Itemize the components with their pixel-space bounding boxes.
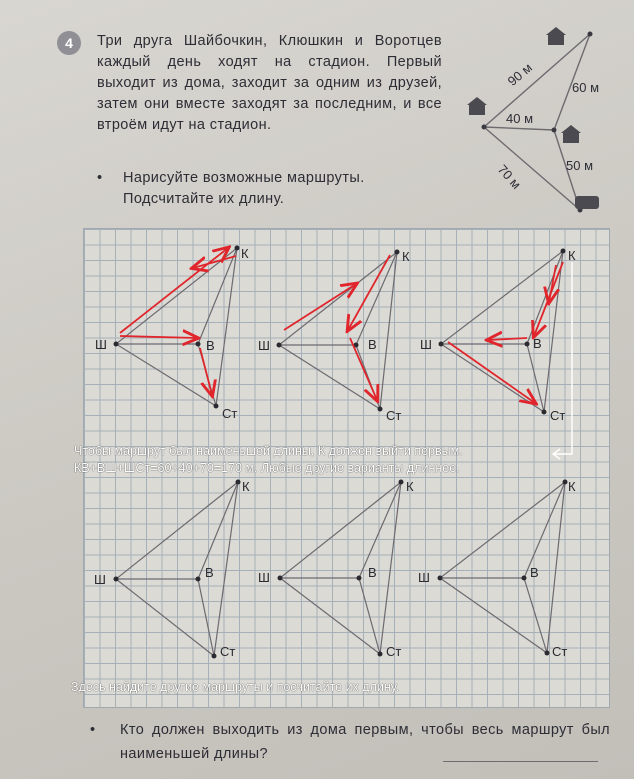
label-st-1: Ст <box>222 406 238 421</box>
distance-label-ksh: 90 м <box>504 59 535 89</box>
problem-text: Три друга Шайбочкин, Клюшкин и Воротцев каждый день ходят на стадион. Первый выходит из дома, заходит за одним из друзей, затем они вместе заходят за последним, и все втроём идут на стадион. <box>97 33 442 133</box>
route-arrow-2b <box>348 255 390 330</box>
label-k-3: К <box>568 248 576 263</box>
route-arrow-2a <box>284 284 356 330</box>
answer-blank-line[interactable] <box>443 761 598 762</box>
distance-label-vst: 50 м <box>566 158 594 173</box>
distance-label-kv: 60 м <box>572 80 600 95</box>
route-arrow-1a <box>120 248 228 333</box>
route-arrow-3c <box>448 342 535 403</box>
diagram-5-lines <box>280 482 401 654</box>
label-sh-1: Ш <box>95 337 107 352</box>
distance-label-shv: 40 м <box>506 111 534 126</box>
label-st-4: Ст <box>220 644 236 659</box>
distance-label-shst: 70 м <box>494 161 524 192</box>
label-v-3: В <box>533 336 542 351</box>
diagram-1-lines <box>116 248 237 406</box>
label-v-6: В <box>530 565 539 580</box>
label-k-1: К <box>241 246 249 261</box>
note-pointer-arrow <box>553 262 572 459</box>
label-sh-4: Ш <box>94 572 106 587</box>
bullet-icon: • <box>90 722 96 738</box>
label-sh-3: Ш <box>420 337 432 352</box>
bottom-note: Здесь найдите другие маршруты и посчитайте их длину. <box>71 680 400 694</box>
label-v-5: В <box>368 565 377 580</box>
diagram-3-lines <box>441 251 563 412</box>
label-v-1: В <box>206 338 215 353</box>
label-v-4: В <box>205 565 214 580</box>
question-bullet <box>90 718 610 766</box>
label-k-4: К <box>242 479 250 494</box>
label-k-5: К <box>406 479 414 494</box>
label-k-6: К <box>568 479 576 494</box>
task-number-badge: 4 <box>57 31 81 55</box>
label-st-5: Ст <box>386 644 402 659</box>
bullet-icon: • <box>97 170 103 186</box>
answer-note-line-2: КВ+ВШ+ШСт=60+40+70=170 м. Любые другие варианты длиннее. <box>74 461 460 475</box>
label-v-2: В <box>368 337 377 352</box>
route-arrow-3b <box>488 338 527 340</box>
label-sh-5: Ш <box>258 570 270 585</box>
diagram-4-lines <box>116 482 238 656</box>
diagram-6-lines <box>440 482 565 653</box>
answer-note-line-1: Чтобы маршрут был наименьшей длины, К должен выйти первым. <box>74 444 463 458</box>
route-arrow-3a <box>534 262 563 336</box>
label-st-6: Ст <box>552 644 568 659</box>
question-text: Кто должен выходить из дома первым, чтобы весь маршрут был наименьшей длины? <box>120 722 610 762</box>
label-sh-2: Ш <box>258 338 270 353</box>
label-sh-6: Ш <box>418 570 430 585</box>
instruction-text: Нарисуйте возможные маршруты. Подсчитайте их длину. <box>123 170 365 207</box>
label-st-2: Ст <box>386 408 402 423</box>
label-st-3: Ст <box>550 408 566 423</box>
route-arrow-1b <box>120 336 197 338</box>
label-k-2: К <box>402 249 410 264</box>
route-arrow-1c <box>200 348 212 395</box>
